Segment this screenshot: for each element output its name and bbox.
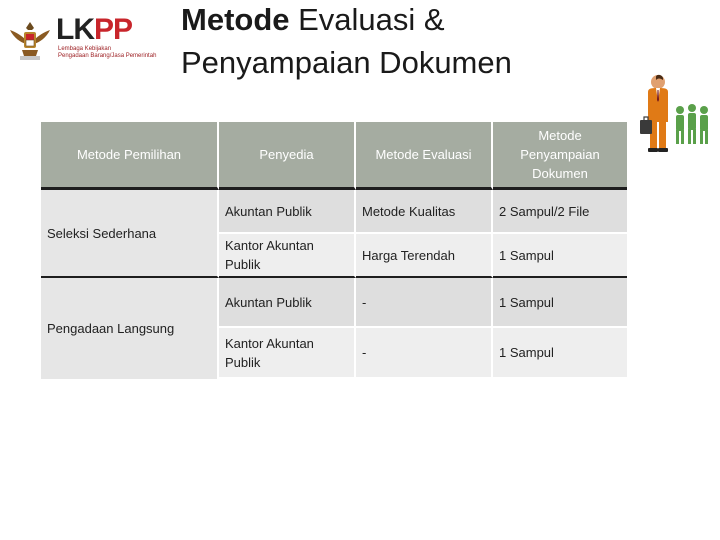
methods-table [41, 122, 627, 379]
penyampaian-cell: 1 Sampul [493, 278, 627, 328]
lkpp-wordmark [56, 14, 132, 46]
header-metode-penyampaian: Metode Penyampaian Dokumen [493, 122, 627, 190]
brand-pp: PP [94, 13, 133, 46]
business-people-illustration-icon [632, 68, 714, 156]
evaluasi-cell: Metode Kualitas [356, 190, 493, 234]
penyedia-cell: Akuntan Publik [219, 190, 356, 234]
penyampaian-cell: 1 Sampul [493, 328, 627, 379]
evaluasi-cell: - [356, 278, 493, 328]
title-bold: Metode [181, 2, 290, 37]
metode-cell: Pengadaan Langsung [41, 278, 219, 379]
tagline-line-1: Lembaga Kebijakan [58, 46, 112, 52]
lkpp-logo [8, 12, 164, 64]
penyedia-cell: Kantor Akuntan Publik [219, 234, 356, 278]
penyampaian-cell: 2 Sampul/2 File [493, 190, 627, 234]
header-penyedia: Penyedia [219, 122, 356, 190]
metode-cell: Seleksi Sederhana [41, 190, 219, 278]
table-row [41, 190, 627, 234]
tagline-line-2: Pengadaan Barang/Jasa Pemerintah [58, 53, 157, 59]
table-header-row [41, 122, 627, 190]
header-metode-pemilihan: Metode Pemilihan [41, 122, 219, 190]
title-rest: Evaluasi & [289, 2, 445, 37]
penyampaian-cell: 1 Sampul [493, 234, 627, 278]
penyedia-cell: Kantor Akuntan Publik [219, 328, 356, 379]
brand-lk: LK [56, 13, 94, 46]
lkpp-tagline [58, 46, 156, 60]
slide-title [181, 0, 601, 84]
header-metode-evaluasi: Metode Evaluasi [356, 122, 493, 190]
penyedia-cell: Akuntan Publik [219, 278, 356, 328]
evaluasi-cell: - [356, 328, 493, 379]
garuda-emblem-icon [8, 18, 52, 62]
evaluasi-cell: Harga Terendah [356, 234, 493, 278]
title-line-2: Penyampaian Dokumen [181, 45, 512, 80]
table-row [41, 278, 627, 328]
